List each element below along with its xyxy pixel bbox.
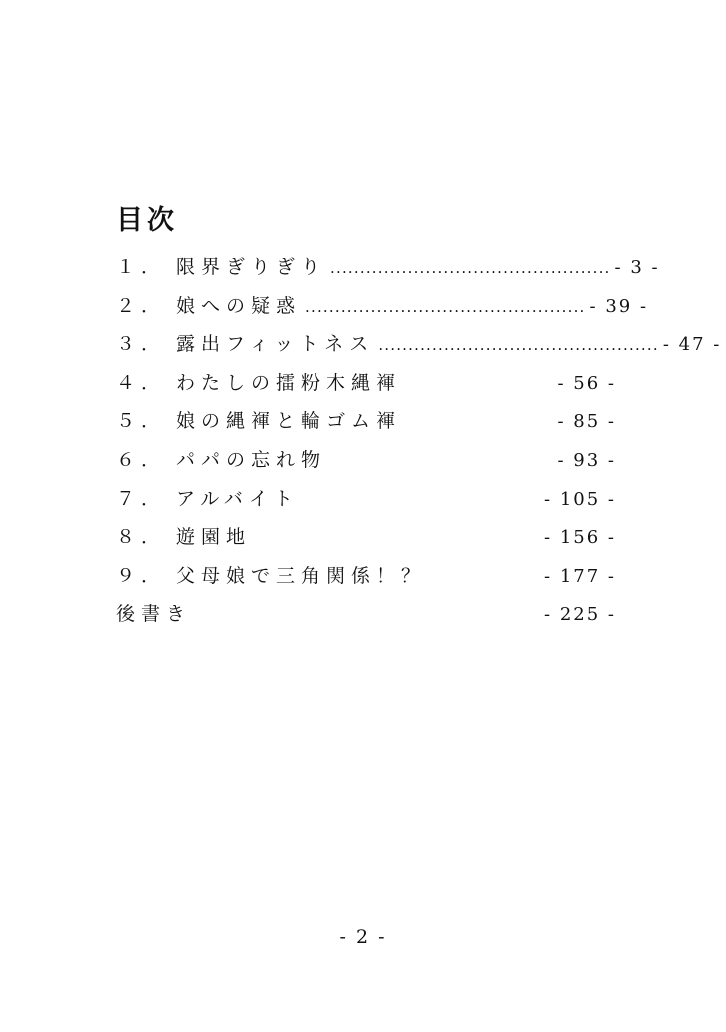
- toc-entry-2: [116, 287, 649, 326]
- toc-title: 目次: [116, 205, 178, 236]
- toc-entry-title: パパの忘れ物: [176, 448, 327, 471]
- toc-entry-page: - 156 -: [544, 527, 616, 549]
- toc-entry-page: - 93 -: [557, 449, 616, 471]
- toc-entry-page: - 39 -: [589, 295, 649, 317]
- toc-list: [116, 248, 722, 634]
- toc-entry-page: - 85 -: [557, 411, 616, 433]
- toc-entry-page: - 47 -: [662, 334, 722, 356]
- toc-entry-4: [116, 364, 616, 403]
- toc-entry-leader: ...............................................: [305, 297, 586, 316]
- toc-entry-page: - 105 -: [544, 488, 616, 510]
- toc-entry-title: 娘への疑惑: [176, 294, 302, 317]
- toc-entry-title: 父母娘で三角関係！？: [176, 564, 427, 587]
- toc-entry-page: - 177 -: [544, 565, 616, 587]
- toc-entry-title: 露出フィットネス: [176, 333, 375, 356]
- toc-entry-number: ３．: [116, 333, 167, 356]
- toc-entry-leader: ...............................................: [378, 336, 659, 355]
- toc-entry-6: [116, 441, 616, 480]
- toc-entry-1: [116, 248, 660, 287]
- toc-entry-page: - 56 -: [557, 372, 616, 394]
- toc-entry-number: ５．: [116, 410, 167, 433]
- page-number: - 2 -: [339, 926, 387, 948]
- toc-entry-7: [116, 480, 616, 519]
- toc-entry-8: [116, 518, 616, 557]
- toc-entry-title: 遊園地: [176, 526, 252, 549]
- toc-entry-title: 限界ぎりぎり: [176, 256, 327, 278]
- toc-entry-number: ９．: [116, 564, 167, 587]
- toc-entry-title: 娘の縄褌と輪ゴム褌: [176, 410, 402, 433]
- toc-entry-5: [116, 402, 616, 441]
- toc-entry-number: ２．: [116, 294, 167, 317]
- toc-entry-leader: ...............................................: [330, 259, 611, 277]
- toc-entry-number: ７．: [116, 487, 167, 510]
- toc-entry-page: - 225 -: [544, 604, 616, 626]
- toc-entry-number: １．: [116, 256, 167, 278]
- toc-entry-title: 後書き: [116, 603, 192, 626]
- toc-entry-number: ４．: [116, 371, 167, 394]
- toc-entry-number: ６．: [116, 448, 167, 471]
- toc-entry-number: ８．: [116, 526, 167, 549]
- toc-entry-page: - 3 -: [614, 257, 660, 278]
- toc-entry-title: アルバイト: [176, 487, 299, 510]
- toc-entry-9: [116, 557, 616, 596]
- toc-entry-afterword: [116, 595, 616, 634]
- toc-entry-3: [116, 325, 722, 364]
- toc-entry-title: わたしの擂粉木縄褌: [176, 371, 402, 394]
